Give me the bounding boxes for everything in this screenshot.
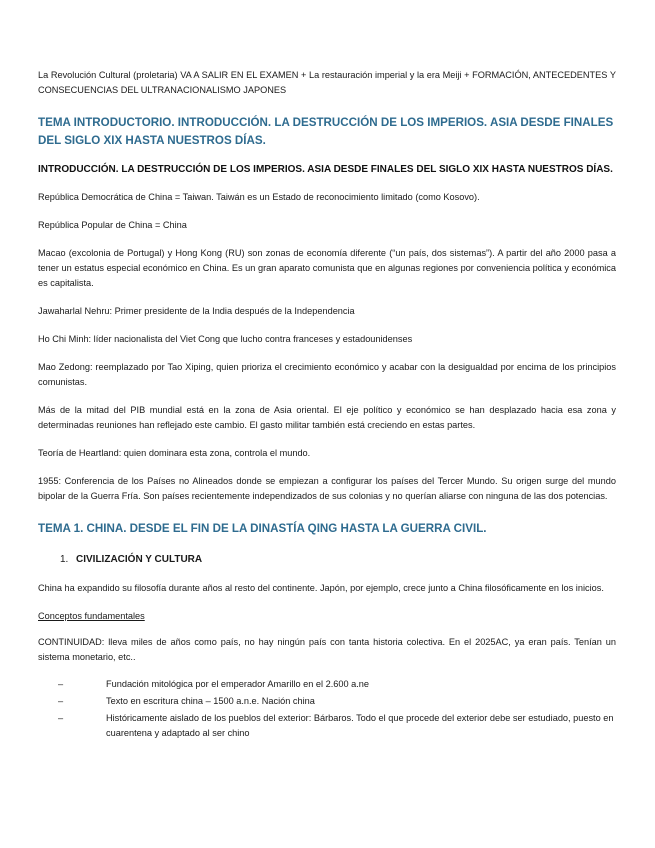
conceptos-heading: Conceptos fundamentales xyxy=(38,611,145,621)
paragraph-pib-asia: Más de la mitad del PIB mundial está en la zona de Asia oriental. El eje político y económico se han desplazado hacia esa zona y determinadas reuniones han reflejado este cambio. El gasto militar también está creciendo en estas partes. xyxy=(38,405,616,430)
paragraph-china-filosofia: China ha expandido su filosofía durante años al resto del continente. Japón, por ejemplo, crece junto a China filosóficamente en los inicios. xyxy=(38,583,604,593)
dash-bullet: – xyxy=(58,679,64,689)
list-item-text: Históricamente aislado de los pueblos del exterior: Bárbaros. Todo el que procede del exterior debe ser estudiado, puesto en cuarentena y adaptado al ser chino xyxy=(106,713,614,738)
paragraph-taiwan: República Democrática de China = Taiwan. Taiwán es un Estado de reconocimiento limitado (como Kosovo). xyxy=(38,192,480,202)
paragraph-heartland: Teoría de Heartland: quien dominara esta zona, controla el mundo. xyxy=(38,448,311,458)
introduccion-subheading: INTRODUCCIÓN. LA DESTRUCCIÓN DE LOS IMPERIOS. ASIA DESDE FINALES DEL SIGLO XIX HASTA NUESTROS DÍAS. xyxy=(38,164,613,175)
list-item xyxy=(38,711,616,741)
paragraph-nehru: Jawaharlal Nehru: Primer presidente de la India después de la Independencia xyxy=(38,306,355,316)
tema-introductorio-heading: TEMA INTRODUCTORIO. INTRODUCCIÓN. LA DESTRUCCIÓN DE LOS IMPERIOS. ASIA DESDE FINALES DEL SIGLO XIX HASTA NUESTROS DÍAS. xyxy=(38,116,614,147)
bullet-list xyxy=(38,677,616,741)
intro-line: La Revolución Cultural (proletaria) VA A SALIR EN EL EXAMEN + La restauración imperial y la era Meiji + FORMACIÓN, ANTECEDENTES Y CONSECUENCIAS DEL ULTRANACIONALISMO JAPONES xyxy=(38,70,616,95)
list-item-text: Fundación mitológica por el emperador Amarillo en el 2.600 a.ne xyxy=(106,679,370,689)
paragraph-china: República Popular de China = China xyxy=(38,220,187,230)
list-item xyxy=(38,677,616,692)
list-item xyxy=(38,694,616,709)
dash-bullet: – xyxy=(58,713,64,723)
paragraph-ho-chi-minh: Ho Chi Minh: líder nacionalista del Viet Cong que lucho contra franceses y estadounidenses xyxy=(38,334,413,344)
paragraph-mao-zedong: Mao Zedong: reemplazado por Tao Xiping, quien prioriza el crecimiento económico y acabar con la desigualdad por encima de los principios comunistas. xyxy=(38,362,616,387)
document-page xyxy=(38,68,616,743)
list-item-text: Texto en escritura china – 1500 a.n.e. Nación china xyxy=(106,696,315,706)
dash-bullet: – xyxy=(58,696,64,706)
section1-heading xyxy=(60,552,616,567)
paragraph-continuidad: CONTINUIDAD: lleva miles de años como país, no hay ningún país con tanta historia colectiva. En el 2025AC, ya eran país. Tenían un sistema monetario, etc.. xyxy=(38,637,616,662)
tema1-heading: TEMA 1. CHINA. DESDE EL FIN DE LA DINASTÍA QING HASTA LA GUERRA CIVIL. xyxy=(38,522,487,535)
section1-number: 1. xyxy=(60,554,69,565)
paragraph-1955: 1955: Conferencia de los Países no Alineados donde se empiezan a configurar los países del Tercer Mundo. Su origen surge del mundo bipolar de la Guerra Fría. Son países recientemente independizados de sus colonias y no querían aliarse con ninguna de las dos potencias. xyxy=(38,476,616,501)
section1-title: CIVILIZACIÓN Y CULTURA xyxy=(76,554,203,565)
paragraph-macao-hongkong: Macao (excolonia de Portugal) y Hong Kong (RU) son zonas de economía diferente (“un país, dos sistemas”). A partir del año 2000 pasa a tener un estatus especial económico en China. Es un gran aparato comunista que en algunas regiones por conveniencia política y económica es capitalista. xyxy=(38,248,616,288)
